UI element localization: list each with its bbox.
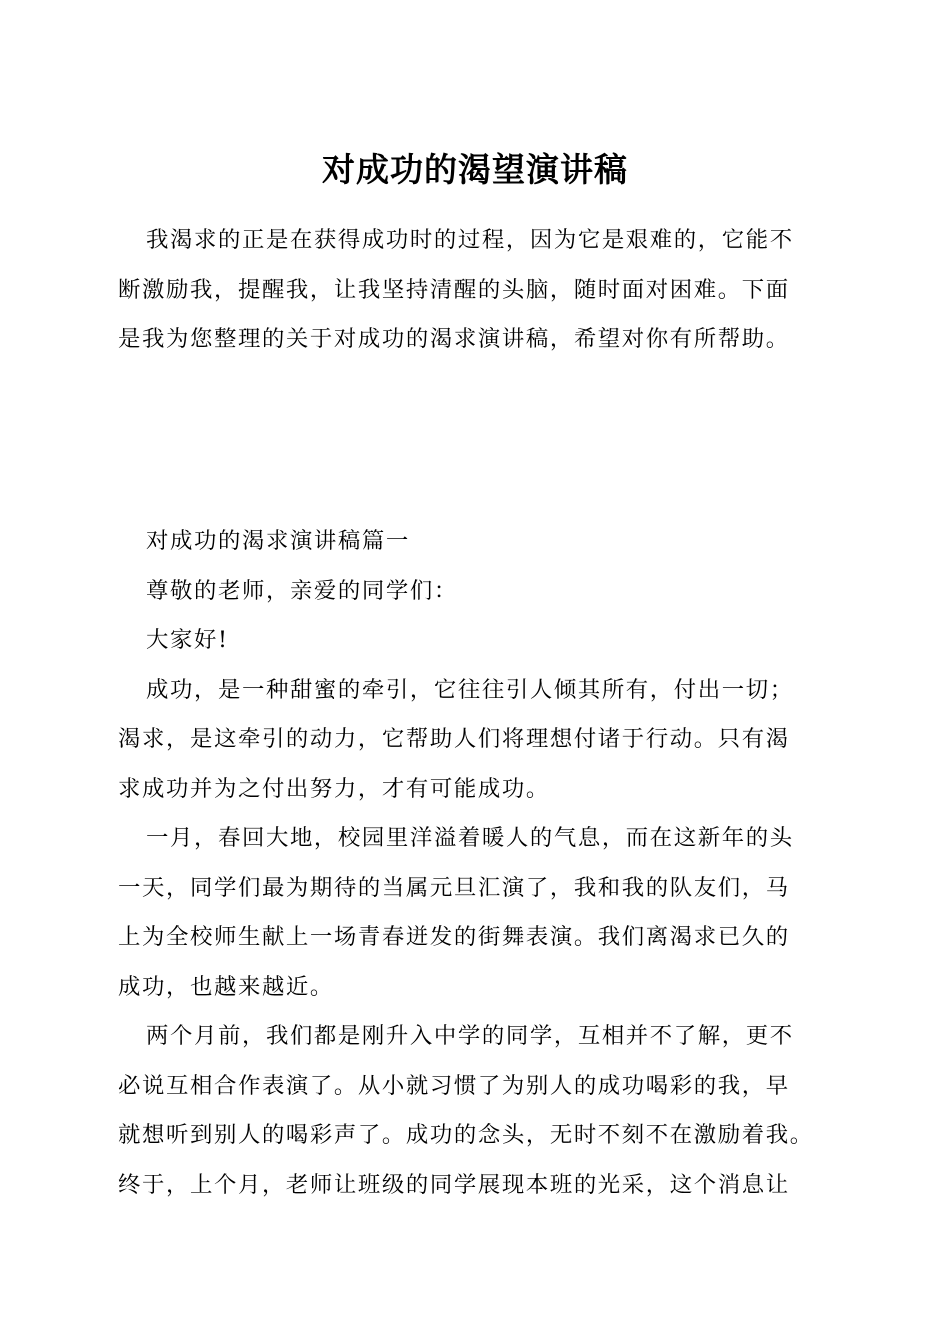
section-heading: 对成功的渴求演讲稿篇一	[146, 528, 410, 554]
document-title: 对成功的渴望演讲稿	[322, 150, 628, 189]
text-line: 一月，春回大地，校园里洋溢着暖人的气息，而在这新年的头	[146, 825, 794, 851]
text-line: 我渴求的正是在获得成功时的过程，因为它是艰难的，它能不	[146, 227, 794, 253]
greeting: 大家好!	[146, 627, 229, 653]
text-line: 成功，是一种甜蜜的牵引，它往往引人倾其所有，付出一切；	[146, 676, 794, 703]
text-line: 必说互相合作表演了。从小就习惯了为别人的成功喝彩的我，早	[118, 1072, 790, 1099]
text-line: 是我为您整理的关于对成功的渴求演讲稿，希望对你有所帮助。	[118, 326, 790, 352]
text-line: 断激励我，提醒我，让我坚持清醒的头脑，随时面对困难。下面	[118, 276, 790, 303]
intro-paragraph	[118, 216, 848, 365]
text-line: 上为全校师生献上一场青春迸发的街舞表演。我们离渴求已久的	[118, 924, 790, 950]
text-line: 成功，也越来越近。	[118, 973, 334, 1000]
text-line: 两个月前，我们都是刚升入中学的同学，互相并不了解，更不	[146, 1023, 794, 1049]
text-line: 就想听到别人的喝彩声了。成功的念头，无时不刻不在激励着我。	[118, 1122, 814, 1148]
salutation: 尊敬的老师，亲爱的同学们：	[146, 577, 458, 604]
text-line: 一天，同学们最为期待的当属元旦汇演了，我和我的队友们，马	[118, 874, 790, 901]
speech-body	[118, 517, 848, 1210]
text-line: 求成功并为之付出努力，才有可能成功。	[118, 775, 550, 802]
text-line: 渴求，是这牵引的动力，它帮助人们将理想付诸于行动。只有渴	[118, 726, 790, 752]
text-line: 终于，上个月，老师让班级的同学展现本班的光采，这个消息让	[118, 1171, 790, 1198]
